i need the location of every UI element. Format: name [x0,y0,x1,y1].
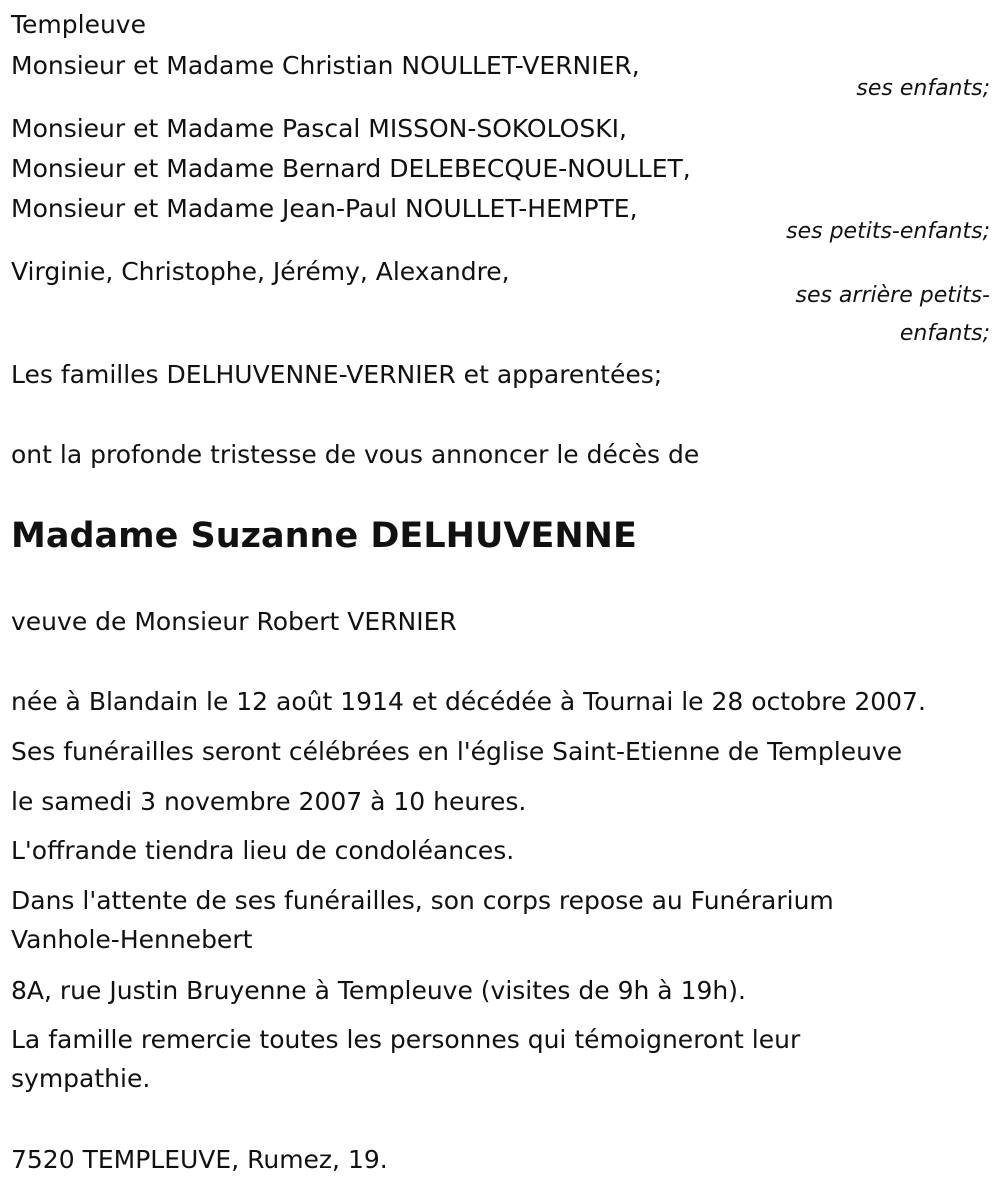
detail-line-funerarium-name: Vanhole-Hennebert [11,925,253,954]
deceased-name: Madame Suzanne DELHUVENNE [11,516,637,556]
children-relation: ses enfants; [856,76,990,101]
detail-line-offering: L'offrande tiendra lieu de condoléances. [11,836,515,865]
grandchildren-name-1: Monsieur et Madame Pascal MISSON-SOKOLOSKI, [11,114,627,143]
widow-of-line: veuve de Monsieur Robert VERNIER [11,607,457,636]
detail-line-funeral-date: le samedi 3 novembre 2007 à 10 heures. [11,787,527,816]
children-name-1: Monsieur et Madame Christian NOULLET-VERNIER, [11,51,640,80]
detail-line-birth-death: née à Blandain le 12 août 1914 et décédée à Tournai le 28 octobre 2007. [11,687,926,716]
families-line: Les familles DELHUVENNE-VERNIER et apparentées; [11,360,663,389]
detail-line-visits: 8A, rue Justin Bruyenne à Templeuve (visites de 9h à 19h). [11,976,746,1005]
great-grandchildren-names: Virginie, Christophe, Jérémy, Alexandre, [11,257,510,286]
location-heading: Templeuve [11,10,146,39]
detail-line-thanks: La famille remercie toutes les personnes qui témoigneront leur [11,1025,801,1054]
detail-line-funeral-church: Ses funérailles seront célébrées en l'église Saint-Etienne de Templeuve [11,737,903,766]
great-grandchildren-relation-line2: enfants; [899,321,990,346]
announcement-line: ont la profonde tristesse de vous annoncer le décès de [11,440,700,469]
detail-line-sympathy: sympathie. [11,1064,151,1093]
grandchildren-name-2: Monsieur et Madame Bernard DELEBECQUE-NOULLET, [11,154,691,183]
grandchildren-relation: ses petits-enfants; [786,219,990,244]
family-address: 7520 TEMPLEUVE, Rumez, 19. [11,1145,388,1174]
detail-line-funerarium: Dans l'attente de ses funérailles, son corps repose au Funérarium [11,886,834,915]
grandchildren-name-3: Monsieur et Madame Jean-Paul NOULLET-HEMPTE, [11,194,638,223]
great-grandchildren-relation-line1: ses arrière petits- [795,283,990,308]
